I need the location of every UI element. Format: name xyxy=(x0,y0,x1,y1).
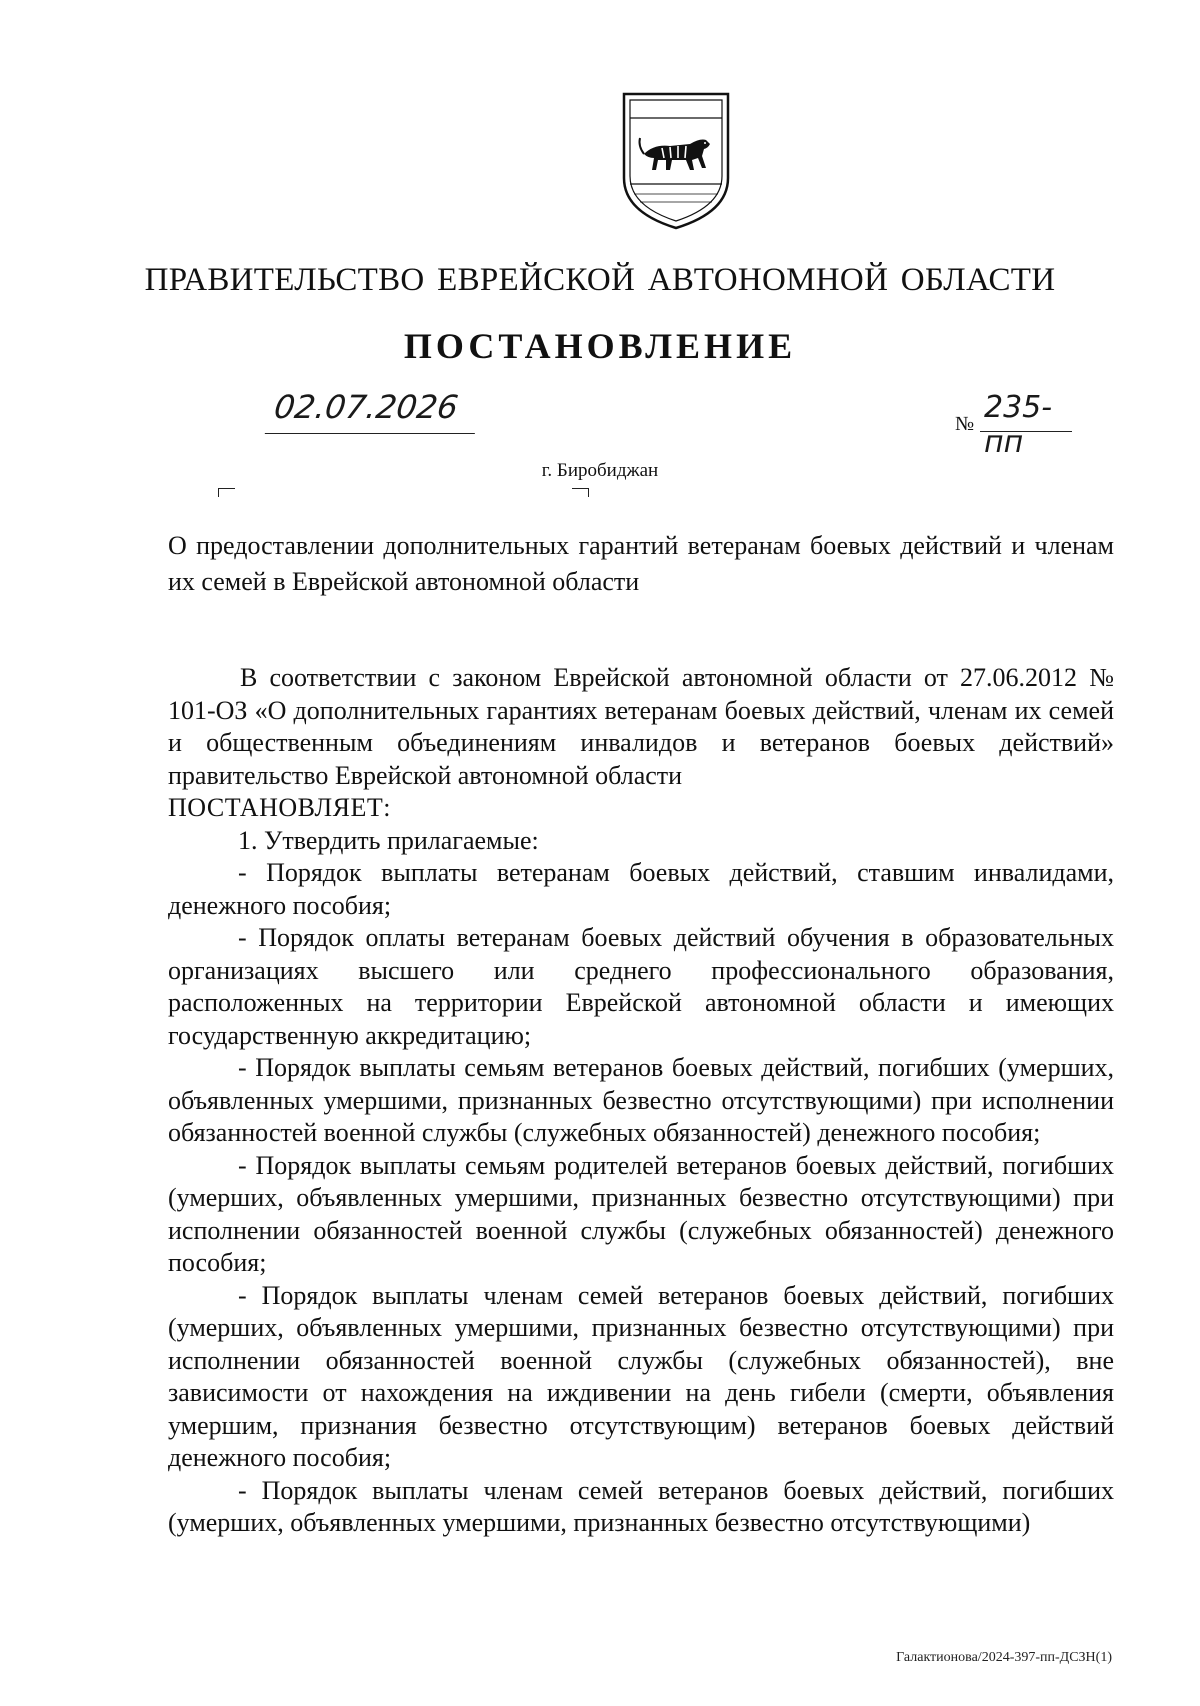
city-label: г. Биробиджан xyxy=(541,460,659,481)
subitem: - Порядок выплаты членам семей ветеранов боевых действий, погибших (умерших, объявленных умершими, признанных безвестно отсутствующими) при исполнении обязанностей военной службы (служебных обязанностей), вне зависимости от нахождения на иждивении на день гибели (смерти, объявления умершим, признания безвестно отсутствующим) ветеранов боевых действий денежного пособия; xyxy=(168,1280,1114,1472)
subitem: - Порядок оплаты ветеранам боевых действий обучения в образовательных организациях высшего или среднего профессионального образования, расположенных на территории Еврейской автономной области и имеющих государственную аккредитацию; xyxy=(168,923,1114,1050)
document-subject: О предоставлении дополнительных гарантий ветеранам боевых действий и членам их семей в Еврейской автономной области xyxy=(168,531,1114,596)
resolves-heading: ПОСТАНОВЛЯЕТ: xyxy=(168,793,391,822)
coat-of-arms-tiger-icon xyxy=(614,86,738,232)
subitem: - Порядок выплаты семьям ветеранов боевых действий, погибших (умерших, объявленных умершими, признанных безвестно отсутствующими) при исполнении обязанностей военной службы (служебных обязанностей) денежного пособия; xyxy=(168,1053,1114,1147)
document-number: 235-пп xyxy=(980,390,1072,432)
item-1: 1. Утвердить прилагаемые: xyxy=(238,825,539,855)
government-title: ПРАВИТЕЛЬСТВО ЕВРЕЙСКОЙ АВТОНОМНОЙ ОБЛАСТИ xyxy=(144,262,1056,298)
number-sign: № xyxy=(955,413,975,435)
document-body xyxy=(168,662,1114,1540)
subitem: - Порядок выплаты ветеранам боевых действий, ставшим инвалидами, денежного пособия; xyxy=(168,858,1114,920)
subject-corner-left xyxy=(218,488,235,497)
footer-reference: Галактионова/2024-397-пп-ДСЗН(1) xyxy=(896,1650,1112,1665)
document-type-title: ПОСТАНОВЛЕНИЕ xyxy=(403,326,797,366)
subitem: - Порядок выплаты членам семей ветеранов боевых действий, погибших (умерших, объявленных умершими, признанных безвестно отсутствующими) xyxy=(168,1475,1114,1537)
document-date: 02.07.2026 xyxy=(265,388,481,434)
preamble-paragraph: В соответствии с законом Еврейской автономной области от 27.06.2012 № 101-ОЗ «О дополнительных гарантиях ветеранам боевых действий, членам их семей и общественным объединениям инвалидов и ветеранов боевых действий» правительство Еврейской автономной области xyxy=(168,663,1114,790)
subject-corner-right xyxy=(572,488,589,497)
subitem: - Порядок выплаты семьям родителей ветеранов боевых действий, погибших (умерших, объявленных умершими, признанных безвестно отсутствующими) при исполнении обязанностей военной службы (служебных обязанностей) денежного пособия; xyxy=(168,1150,1114,1277)
